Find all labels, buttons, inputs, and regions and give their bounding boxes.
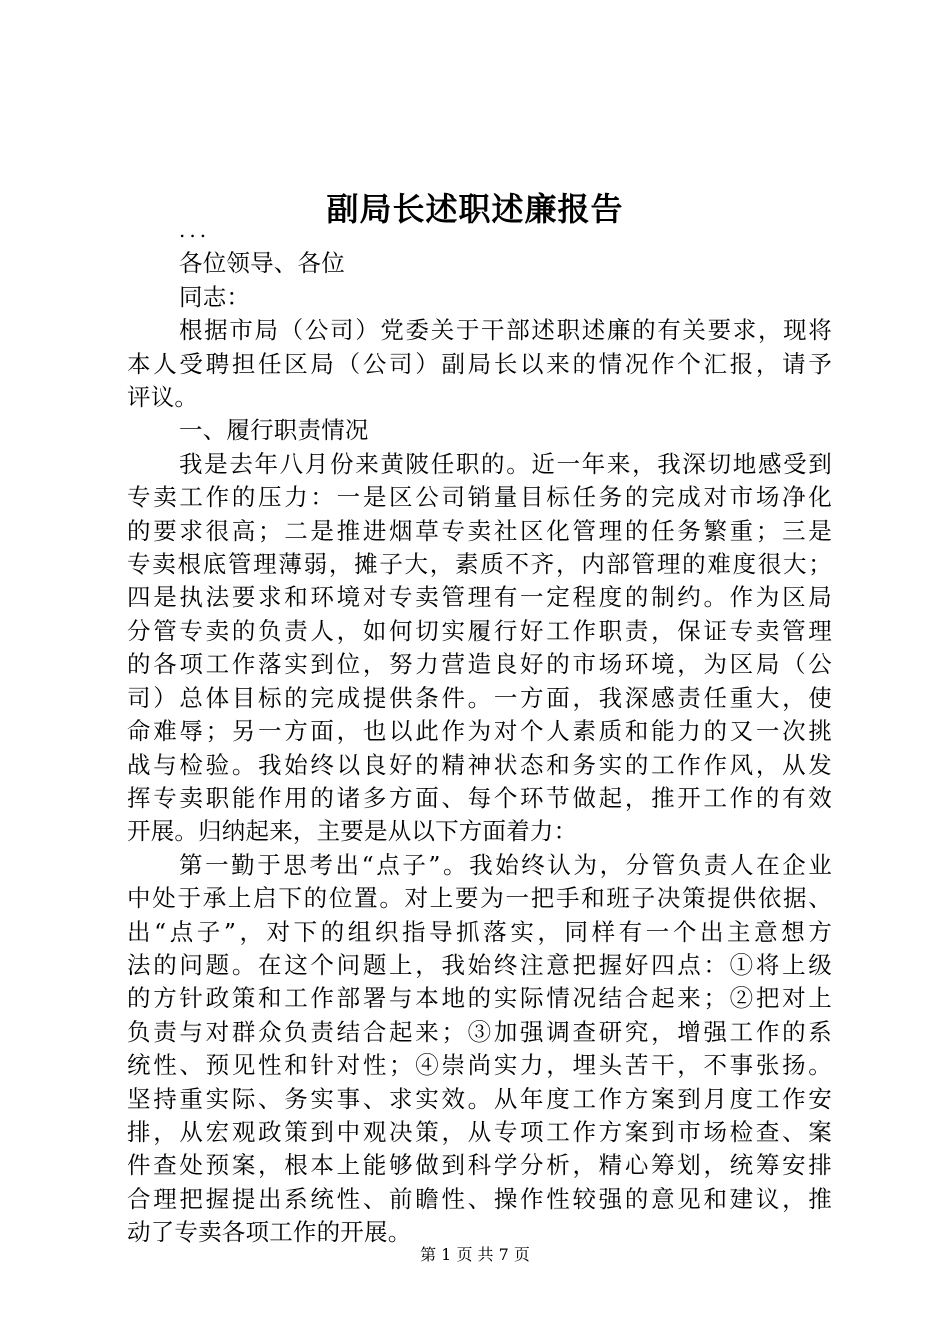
- text-line: 件查处预案，根本上能够做到科学分析，精心筹划，统筹安排: [127, 1151, 832, 1180]
- text-line: 出“点子”，对下的组织指导抓落实，同样有一个出主意想方: [127, 917, 832, 946]
- document-title: 副局长述职述廉报告: [326, 190, 624, 228]
- text-line: 的方针政策和工作部署与本地的实际情况结合起来；②把对上: [127, 984, 832, 1013]
- document-body: [127, 214, 832, 1250]
- text-line: 合理把握提出系统性、前瞻性、操作性较强的意见和建议，推: [127, 1184, 832, 1213]
- text-line: 司）总体目标的完成提供条件。一方面，我深感责任重大，使: [127, 683, 832, 712]
- text-line: 本人受聘担任区局（公司）副局长以来的情况作个汇报，请予: [127, 349, 832, 378]
- text-line: 评议。: [127, 383, 199, 412]
- text-line: 战与检验。我始终以良好的精神状态和务实的工作作风，从发: [127, 750, 832, 779]
- text-line: 四是执法要求和环境对专卖管理有一定程度的制约。作为区局: [127, 583, 832, 612]
- text-line: 一、履行职责情况: [179, 416, 369, 445]
- page-footer: 第 1 页 共 7 页: [420, 1245, 530, 1264]
- text-line: 中处于承上启下的位置。对上要为一把手和班子决策提供依据、: [127, 884, 832, 913]
- text-line: 分管专卖的负责人，如何切实履行好工作职责，保证专卖管理: [127, 616, 832, 645]
- text-line: 根据市局（公司）党委关于干部述职述廉的有关要求，现将: [179, 316, 832, 345]
- text-line: 挥专卖职能作用的诸多方面、每个环节做起，推开工作的有效: [127, 783, 832, 812]
- text-line: 同志：: [179, 282, 251, 311]
- text-line: 的各项工作落实到位，努力营造良好的市场环境，为区局（公: [127, 650, 832, 679]
- ellipsis-line: ...: [179, 218, 211, 242]
- text-line: 动了专卖各项工作的开展。: [127, 1218, 412, 1247]
- text-line: 专卖工作的压力：一是区公司销量目标任务的完成对市场净化: [127, 483, 832, 512]
- text-line: 各位领导、各位: [179, 249, 345, 278]
- text-line: 坚持重实际、务实事、求实效。从年度工作方案到月度工作安: [127, 1084, 832, 1113]
- text-line: 法的问题。在这个问题上，我始终注意把握好四点：①将上级: [127, 950, 832, 979]
- text-line: 统性、预见性和针对性；④崇尚实力，埋头苦干，不事张扬。: [127, 1051, 832, 1080]
- text-line: 的要求很高；二是推进烟草专卖社区化管理的任务繁重；三是: [127, 516, 832, 545]
- text-line: 负责与对群众负责结合起来；③加强调查研究，增强工作的系: [127, 1017, 832, 1046]
- text-line: 我是去年八月份来黄陂任职的。近一年来，我深切地感受到: [179, 449, 832, 478]
- text-line: 排，从宏观政策到中观决策，从专项工作方案到市场检查、案: [127, 1117, 832, 1146]
- text-line: 命难辱；另一方面，也以此作为对个人素质和能力的又一次挑: [127, 717, 832, 746]
- text-line: 第一勤于思考出“点子”。我始终认为，分管负责人在企业: [179, 850, 832, 879]
- text-line: 专卖根底管理薄弱，摊子大，素质不齐，内部管理的难度很大；: [127, 550, 832, 579]
- text-line: 开展。归纳起来，主要是从以下方面着力：: [127, 817, 578, 846]
- paragraph-lines: [127, 247, 832, 1249]
